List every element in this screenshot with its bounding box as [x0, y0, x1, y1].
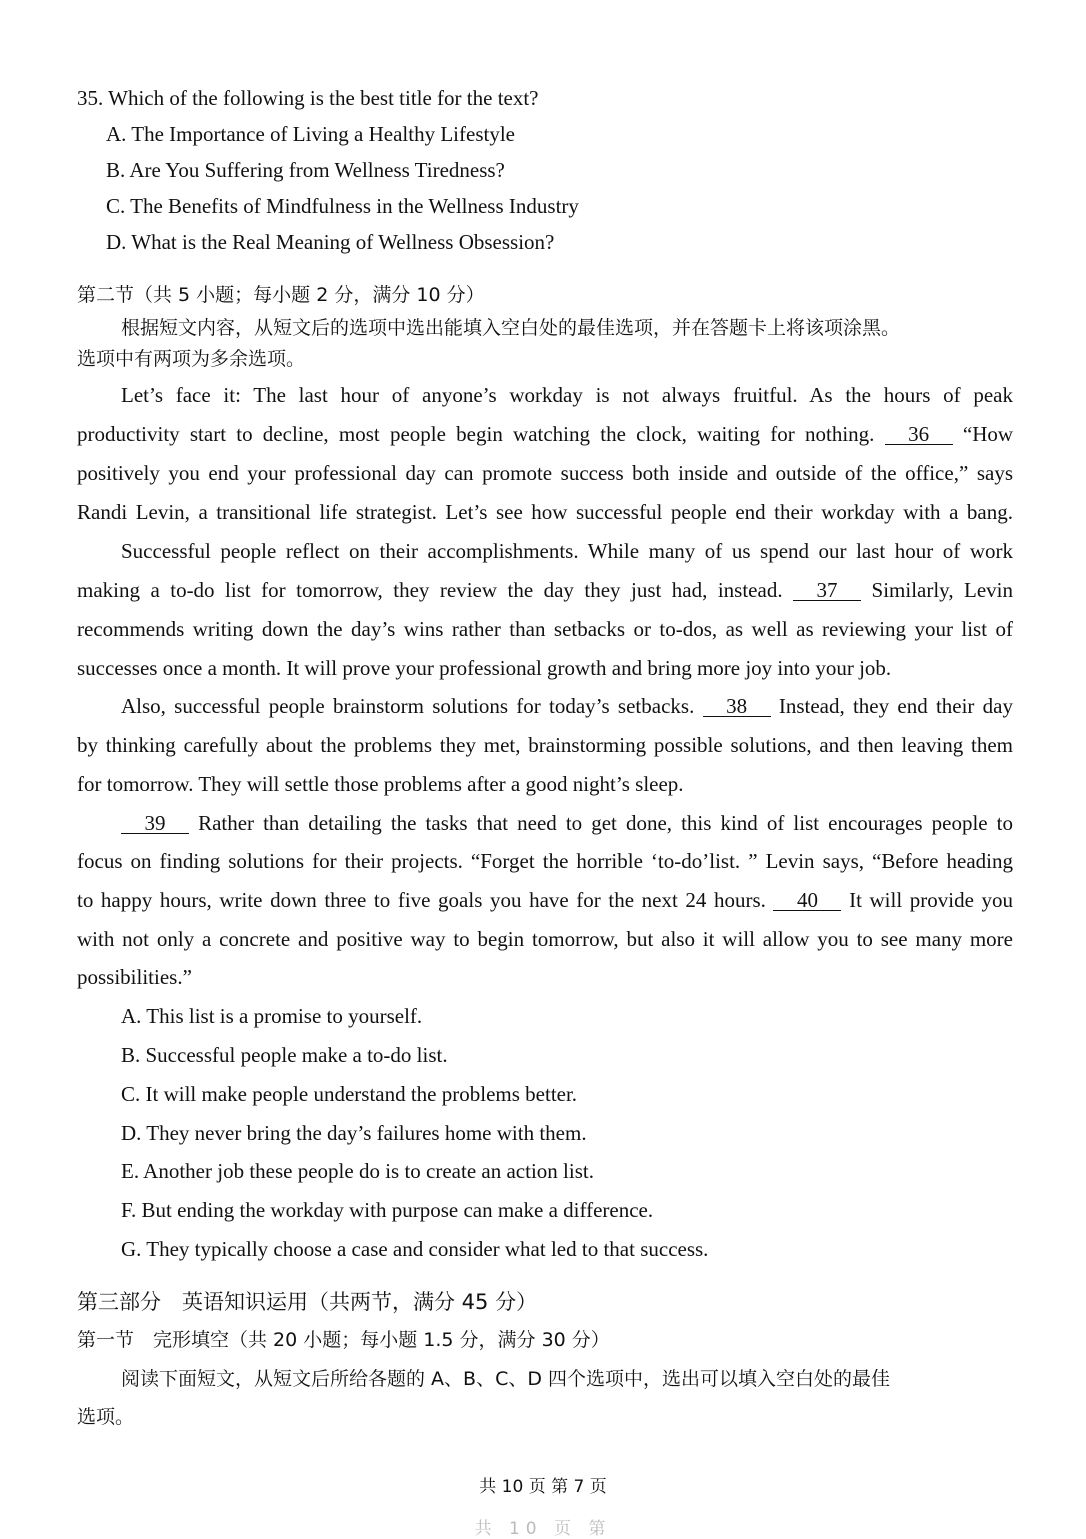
- passage-p4-line-3: [77, 886, 1013, 914]
- passage-text: “How: [962, 422, 1014, 446]
- passage-p4-line-5: possibilities.”: [77, 965, 192, 989]
- passage-p3-line-1: [121, 692, 1013, 720]
- passage-p3-line-2: by thinking carefully about the problems they met, brainstorming possible solutions, and then leaving them: [77, 733, 1013, 757]
- page-number: 共 10 页 第 7 页: [479, 1477, 607, 1497]
- blank-40: 40: [773, 890, 841, 911]
- passage-p2-line-1: Successful people reflect on their accomplishments. While many of us spend our last hour of work: [121, 539, 1013, 563]
- passage-p2-line-4: successes once a month. It will prove your professional growth and bring more joy into your job.: [77, 656, 892, 680]
- q35-option-a: A. The Importance of Living a Healthy Lifestyle: [106, 122, 515, 146]
- choice-d: D. They never bring the day’s failures home with them.: [121, 1121, 587, 1145]
- blank-38: 38: [703, 696, 771, 717]
- blank-37: 37: [793, 580, 861, 601]
- question-35-stem: 35. Which of the following is the best title for the text?: [77, 86, 539, 110]
- section-2-instruction-line-2: 选项中有两项为多余选项。: [77, 348, 306, 370]
- passage-p4-line-2: focus on finding solutions for their projects. “Forget the horrible ‘to-do’list. ” Levin says, “Before heading: [77, 849, 1013, 873]
- choice-e: E. Another job these people do is to create an action list.: [121, 1159, 594, 1183]
- part-3-instruction-line-2: 选项。: [77, 1406, 135, 1428]
- passage-text: to happy hours, write down three to five goals you have for the next 24 hours.: [77, 888, 766, 912]
- passage-text: Also, successful people brainstorm solutions for today’s setbacks.: [121, 694, 695, 718]
- choice-g: G. They typically choose a case and consider what led to that success.: [121, 1237, 709, 1261]
- q35-option-b: B. Are You Suffering from Wellness Tiredness?: [106, 158, 505, 182]
- choice-f: F. But ending the workday with purpose can make a difference.: [121, 1198, 654, 1222]
- choice-b: B. Successful people make a to-do list.: [121, 1043, 448, 1067]
- passage-p2-line-2: [77, 576, 1013, 604]
- blank-36: 36: [885, 424, 953, 445]
- part-3-section-1-heading: 第一节 完形填空（共 20 小题；每小题 1.5 分，满分 30 分）: [77, 1329, 610, 1351]
- q35-option-d: D. What is the Real Meaning of Wellness Obsession?: [106, 230, 555, 254]
- passage-p1-line-2: [77, 420, 1013, 448]
- passage-text: Instead, they end their day: [778, 694, 1013, 718]
- passage-p1-line-1: Let’s face it: The last hour of anyone’s workday is not always fruitful. As the hours of peak: [121, 383, 1013, 407]
- passage-text: It will provide you: [849, 888, 1013, 912]
- passage-p4-line-1: [121, 809, 1013, 837]
- passage-text: making a to-do list for tomorrow, they review the day they just had, instead.: [77, 578, 783, 602]
- passage-text: productivity start to decline, most people begin watching the clock, waiting for nothing.: [77, 422, 875, 446]
- q35-option-c: C. The Benefits of Mindfulness in the Wellness Industry: [106, 194, 579, 218]
- passage-p1-line-4: Randi Levin, a transitional life strategist. Let’s see how successful people end their workday with a bang.: [77, 500, 1013, 524]
- passage-p2-line-3: recommends writing down the day’s wins rather than setbacks or to-dos, as well as reviewing your list of: [77, 617, 1013, 641]
- passage-text: Similarly, Levin: [871, 578, 1014, 602]
- choice-c: C. It will make people understand the problems better.: [121, 1082, 578, 1106]
- passage-p1-line-3: positively you end your professional day can promote success both inside and outside of the office,” says: [77, 461, 1013, 485]
- part-3-heading: 第三部分 英语知识运用（共两节，满分 45 分）: [77, 1290, 538, 1314]
- passage-p4-line-4: with not only a concrete and positive way to begin tomorrow, but also it will allow you to see many more: [77, 927, 1013, 951]
- passage-p3-line-3: for tomorrow. They will settle those problems after a good night’s sleep.: [77, 772, 684, 796]
- passage-text: Rather than detailing the tasks that need to get done, this kind of list encourages people to: [198, 811, 1014, 835]
- bleed-through-text: 共 10 页 第: [474, 1519, 612, 1539]
- blank-39: 39: [121, 813, 189, 834]
- section-2-heading: 第二节（共 5 小题；每小题 2 分，满分 10 分）: [77, 284, 485, 306]
- section-2-instruction-line-1: 根据短文内容，从短文后的选项中选出能填入空白处的最佳选项，并在答题卡上将该项涂黑。: [121, 317, 901, 339]
- choice-a: A. This list is a promise to yourself.: [121, 1004, 423, 1028]
- part-3-instruction-line-1: 阅读下面短文，从短文后所给各题的 A、B、C、D 四个选项中，选出可以填入空白处的最佳: [121, 1368, 891, 1390]
